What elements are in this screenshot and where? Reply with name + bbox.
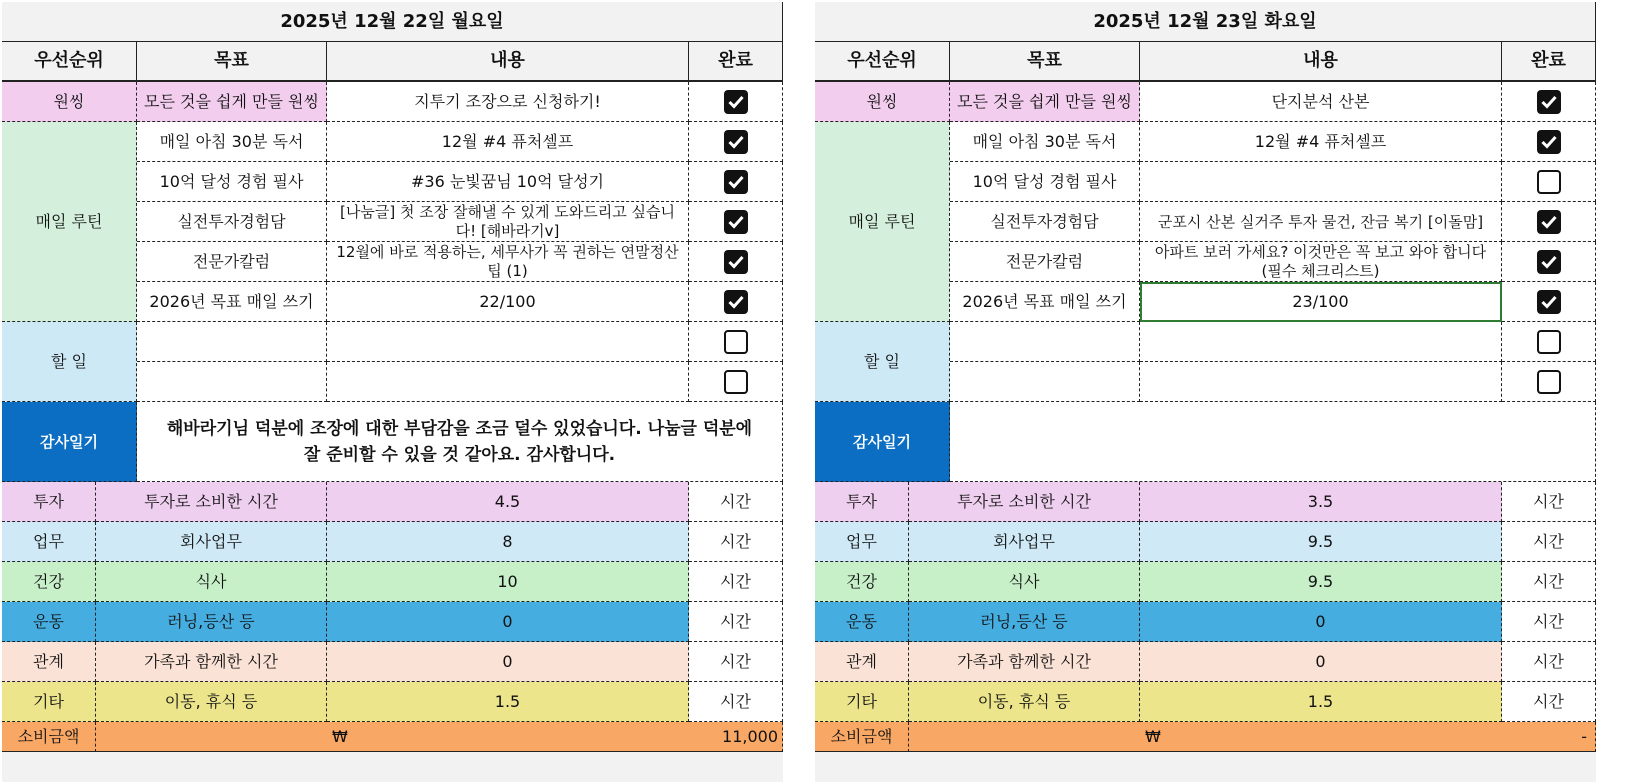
time-unit[interactable]: 시간 [1502, 522, 1596, 562]
done-checkbox[interactable] [1537, 90, 1561, 114]
done-checkbox[interactable] [724, 330, 748, 354]
content-cell[interactable]: 12월 #4 퓨처셀프 [327, 122, 689, 162]
time-item[interactable]: 투자로 소비한 시간 [96, 482, 327, 522]
time-category[interactable]: 투자 [2, 482, 96, 522]
spend-label[interactable]: 소비금액 [2, 722, 96, 752]
priority-routine[interactable]: 매일 루틴 [815, 122, 950, 322]
spend-label[interactable]: 소비금액 [815, 722, 909, 752]
time-unit[interactable]: 시간 [689, 482, 783, 522]
content-cell[interactable] [1140, 362, 1502, 402]
col-header-content[interactable]: 내용 [327, 42, 689, 82]
done-checkbox[interactable] [724, 370, 748, 394]
goal-cell[interactable]: 전문가칼럼 [950, 242, 1140, 282]
content-cell[interactable] [1140, 322, 1502, 362]
done-cell[interactable] [689, 162, 783, 202]
done-cell[interactable] [1502, 162, 1596, 202]
time-unit[interactable]: 시간 [689, 682, 783, 722]
time-item[interactable]: 가족과 함께한 시간 [909, 642, 1140, 682]
done-cell[interactable] [1502, 242, 1596, 282]
col-header-goal[interactable]: 목표 [950, 42, 1140, 82]
done-checkbox[interactable] [1537, 130, 1561, 154]
done-cell[interactable] [1502, 322, 1596, 362]
time-category[interactable]: 운동 [815, 602, 909, 642]
time-value[interactable]: 0 [1140, 602, 1502, 642]
content-cell[interactable]: 단지분석 산본 [1140, 82, 1502, 122]
time-unit[interactable]: 시간 [689, 642, 783, 682]
priority-todo[interactable]: 할 일 [2, 322, 137, 402]
time-value[interactable]: 1.5 [1140, 682, 1502, 722]
goal-cell[interactable]: 모든 것을 쉽게 만들 원씽 [137, 82, 327, 122]
time-item[interactable]: 러닝,등산 등 [96, 602, 327, 642]
goal-cell[interactable]: 실전투자경험담 [950, 202, 1140, 242]
time-value[interactable]: 9.5 [1140, 562, 1502, 602]
time-item[interactable]: 회사업무 [96, 522, 327, 562]
done-cell[interactable] [1502, 122, 1596, 162]
day-panel [815, 2, 1628, 782]
col-header-done[interactable]: 완료 [689, 42, 783, 82]
gratitude-text[interactable] [950, 402, 1596, 482]
time-unit[interactable]: 시간 [689, 522, 783, 562]
content-cell[interactable]: #36 눈빛꿈님 10억 달성기 [327, 162, 689, 202]
content-cell[interactable]: 지투기 조장으로 신청하기! [327, 82, 689, 122]
content-cell[interactable] [327, 362, 689, 402]
priority-routine[interactable]: 매일 루틴 [2, 122, 137, 322]
priority-wonsing[interactable]: 원씽 [815, 82, 950, 122]
time-unit[interactable]: 시간 [1502, 602, 1596, 642]
col-header-priority[interactable]: 우선순위 [815, 42, 950, 82]
time-unit[interactable]: 시간 [1502, 682, 1596, 722]
done-cell[interactable] [689, 362, 783, 402]
time-item[interactable]: 이동, 휴식 등 [96, 682, 327, 722]
gratitude-text[interactable]: 해바라기님 덕분에 조장에 대한 부담감을 조금 덜수 있었습니다. 나눔글 덕분에 잘 준비할 수 있을 것 같아요. 감사합니다. [137, 402, 783, 482]
done-cell[interactable] [689, 122, 783, 162]
goal-cell[interactable]: 전문가칼럼 [137, 242, 327, 282]
time-category[interactable]: 업무 [2, 522, 96, 562]
time-item[interactable]: 러닝,등산 등 [909, 602, 1140, 642]
time-category[interactable]: 투자 [815, 482, 909, 522]
day-date[interactable]: 2025년 12월 23일 화요일 [815, 2, 1596, 42]
next-row[interactable] [2, 752, 783, 782]
done-cell[interactable] [689, 322, 783, 362]
time-category[interactable]: 기타 [815, 682, 909, 722]
spend-amount-cell[interactable] [96, 722, 783, 752]
currency-symbol: ₩ [1145, 726, 1161, 746]
time-value[interactable]: 9.5 [1140, 522, 1502, 562]
time-category[interactable]: 기타 [2, 682, 96, 722]
priority-todo[interactable]: 할 일 [815, 322, 950, 402]
goal-cell[interactable]: 모든 것을 쉽게 만들 원씽 [950, 82, 1140, 122]
done-checkbox[interactable] [1537, 330, 1561, 354]
goal-cell[interactable]: 2026년 목표 매일 쓰기 [137, 282, 327, 322]
done-cell[interactable] [689, 82, 783, 122]
done-cell[interactable] [1502, 82, 1596, 122]
done-cell[interactable] [689, 202, 783, 242]
col-header-done[interactable]: 완료 [1502, 42, 1596, 82]
content-cell[interactable]: [나눔글] 첫 조장 잘해낼 수 있게 도와드리고 싶습니다! [해바라기v] [327, 202, 689, 242]
col-header-priority[interactable]: 우선순위 [2, 42, 137, 82]
done-cell[interactable] [689, 242, 783, 282]
done-cell[interactable] [1502, 362, 1596, 402]
goal-cell[interactable]: 매일 아침 30분 독서 [950, 122, 1140, 162]
goal-cell[interactable] [950, 362, 1140, 402]
time-category[interactable]: 건강 [2, 562, 96, 602]
goal-cell[interactable]: 2026년 목표 매일 쓰기 [950, 282, 1140, 322]
gratitude-label[interactable]: 감사일기 [2, 402, 137, 482]
time-category[interactable]: 건강 [815, 562, 909, 602]
spend-amount: 11,000 [722, 726, 778, 746]
time-item[interactable]: 이동, 휴식 등 [909, 682, 1140, 722]
goal-cell[interactable] [950, 322, 1140, 362]
time-value[interactable]: 0 [327, 642, 689, 682]
time-category[interactable]: 운동 [2, 602, 96, 642]
time-item[interactable]: 식사 [909, 562, 1140, 602]
content-cell[interactable]: 아파트 보러 가세요? 이것만은 꼭 보고 와야 합니다 (필수 체크리스트) [1140, 242, 1502, 282]
time-unit[interactable]: 시간 [689, 562, 783, 602]
goal-cell[interactable] [137, 322, 327, 362]
done-checkbox[interactable] [1537, 210, 1561, 234]
done-checkbox[interactable] [1537, 370, 1561, 394]
goal-cell[interactable]: 10억 달성 경험 필사 [950, 162, 1140, 202]
content-cell[interactable]: 12월에 바로 적용하는, 세무사가 꼭 권하는 연말정산 팁 (1) [327, 242, 689, 282]
col-header-content[interactable]: 내용 [1140, 42, 1502, 82]
content-cell-selected[interactable]: 23/100 [1140, 282, 1502, 322]
done-checkbox[interactable] [724, 90, 748, 114]
time-item[interactable]: 가족과 함께한 시간 [96, 642, 327, 682]
content-cell[interactable]: 12월 #4 퓨처셀프 [1140, 122, 1502, 162]
time-value[interactable]: 0 [1140, 642, 1502, 682]
done-checkbox[interactable] [724, 130, 748, 154]
time-value[interactable]: 0 [327, 602, 689, 642]
done-checkbox[interactable] [1537, 250, 1561, 274]
time-item[interactable]: 회사업무 [909, 522, 1140, 562]
goal-cell[interactable]: 10억 달성 경험 필사 [137, 162, 327, 202]
time-item[interactable]: 투자로 소비한 시간 [909, 482, 1140, 522]
currency-symbol: ₩ [332, 726, 348, 746]
day-panel [2, 2, 815, 782]
time-value[interactable]: 10 [327, 562, 689, 602]
done-checkbox[interactable] [724, 250, 748, 274]
content-cell[interactable]: 군포시 산본 실거주 투자 물건, 잔금 복기 [이돌맘] [1140, 202, 1502, 242]
time-unit[interactable]: 시간 [1502, 562, 1596, 602]
time-value[interactable]: 4.5 [327, 482, 689, 522]
time-value[interactable]: 8 [327, 522, 689, 562]
time-category[interactable]: 업무 [815, 522, 909, 562]
done-checkbox[interactable] [724, 290, 748, 314]
time-unit[interactable]: 시간 [1502, 642, 1596, 682]
gratitude-label[interactable]: 감사일기 [815, 402, 950, 482]
goal-cell[interactable]: 실전투자경험담 [137, 202, 327, 242]
next-row[interactable] [815, 752, 1596, 782]
time-category[interactable]: 관계 [2, 642, 96, 682]
content-cell[interactable]: 22/100 [327, 282, 689, 322]
spend-amount: - [1581, 726, 1587, 746]
time-item[interactable]: 식사 [96, 562, 327, 602]
done-checkbox[interactable] [724, 210, 748, 234]
done-checkbox[interactable] [1537, 290, 1561, 314]
day-date[interactable]: 2025년 12월 22일 월요일 [2, 2, 783, 42]
done-cell[interactable] [1502, 282, 1596, 322]
time-unit[interactable]: 시간 [1502, 482, 1596, 522]
content-cell[interactable] [1140, 162, 1502, 202]
goal-cell[interactable] [137, 362, 327, 402]
priority-wonsing[interactable]: 원씽 [2, 82, 137, 122]
spend-amount-cell[interactable] [909, 722, 1596, 752]
goal-cell[interactable]: 매일 아침 30분 독서 [137, 122, 327, 162]
done-checkbox[interactable] [724, 170, 748, 194]
done-checkbox[interactable] [1537, 170, 1561, 194]
done-cell[interactable] [1502, 202, 1596, 242]
done-cell[interactable] [689, 282, 783, 322]
col-header-goal[interactable]: 목표 [137, 42, 327, 82]
time-category[interactable]: 관계 [815, 642, 909, 682]
content-cell[interactable] [327, 322, 689, 362]
time-unit[interactable]: 시간 [689, 602, 783, 642]
time-value[interactable]: 3.5 [1140, 482, 1502, 522]
time-value[interactable]: 1.5 [327, 682, 689, 722]
